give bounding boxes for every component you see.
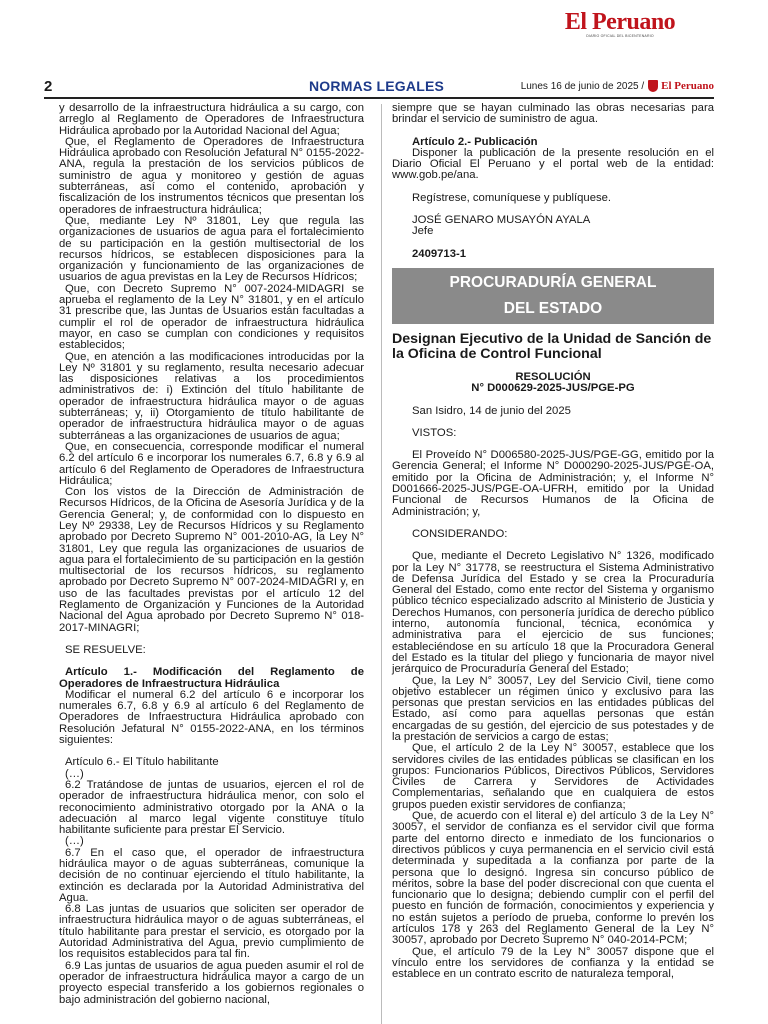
place-date: San Isidro, 14 de junio del 2025 xyxy=(412,404,571,417)
right-column xyxy=(392,103,714,981)
paragraph: Que, en consecuencia, corresponde modificar el numeral 6.2 del artículo 6 e incorporar los numerales 6.7, 6.8 y 6.9 al artículo 6 del Reglamento de Operadores de Infraestructura Hidráulica; xyxy=(59,440,364,487)
ellipsis: (…) xyxy=(65,767,84,780)
signer-name: JOSÉ GENARO MUSAYÓN AYALA xyxy=(412,214,591,227)
header-date: Lunes 16 de junio de 2025 / xyxy=(520,80,645,92)
vistos-body: El Proveído N° D006580-2025-JUS/PGE-GG, emitido por la Gerencia General; el Informe N° D000290-2025-JUS/PGE-OA, emitido por la Oficina de Administración; y, el Informe N° D001666-2025-JUS/PGE-OA-UFRH, emitido por la Unidad Funcional de Recursos Humanos de la Oficina de Administración; y, xyxy=(392,449,714,518)
numeral-6-2: 6.2 Tratándose de juntas de usuarios, ejercen el rol de operador de infraestructura hidráulica menor, con solo el reconocimiento administrativo otorgado por la ANA o la adecuación al marco legal vigente constituye título habilitante suficiente para prestar El Servicio. xyxy=(59,778,364,837)
logo-tagline: DIARIO OFICIAL DEL BICENTENARIO xyxy=(586,34,654,38)
paragraph: Que, el artículo 79 de la Ley N° 30057 dispone que el vínculo entre los servidores de confianza y la entidad se establece en un contrato escrito de naturaleza temporal, xyxy=(392,945,714,981)
section-title: NORMAS LEGALES xyxy=(309,78,445,94)
article-6-title: Artículo 6.- El Título habilitante xyxy=(65,756,219,769)
banner-line-2: DEL ESTADO xyxy=(503,299,603,317)
vistos-heading: VISTOS: xyxy=(412,426,457,439)
ellipsis: (…) xyxy=(65,835,84,848)
header-date-brand xyxy=(521,80,714,92)
article-2-body: Disponer la publicación de la presente resolución en el Diario Oficial El Peruano y el portal web de la entidad: www.gob.pe/ana. xyxy=(392,146,714,182)
institution-banner xyxy=(392,268,714,324)
column-divider xyxy=(381,104,382,1024)
resolution-label: RESOLUCIÓN xyxy=(515,370,591,383)
coat-of-arms-icon xyxy=(648,80,658,92)
paragraph: Que, mediante Ley Nº 31801, Ley que regula las organizaciones de usuarios de agua para el fortalecimiento de su participación en la gestión multisectorial de los recursos hídricos, se establecen disposiciones para la organización y funcionamiento de las organizaciones de usuarios de agua previstas en la Ley de Recursos Hídricos; xyxy=(59,214,364,284)
newspaper-logo xyxy=(530,10,710,39)
header-rule xyxy=(44,97,714,99)
paragraph: y desarrollo de la infraestructura hidráulica a su cargo, con arreglo al Reglamento de Operadores de Infraestructura Hidráulica aprobado por la Autoridad Nacional del Agua; xyxy=(59,102,364,137)
paragraph: Con los vistos de la Dirección de Administración de Recursos Hídricos, de la Oficina de Asesoría Jurídica y de la Gerencia General; y, de conformidad con lo dispuesto en Ley Nº 29338, Ley de Recursos Hídricos y su Reglamento aprobado por Decreto Supremo N° 001-2010-AG, la Ley N° 31801, Ley que regula las organizaciones de usuarios de agua para el fortalecimiento de su participación en la gestión multisectorial de los recursos hídricos, su reglamento aprobado por Decreto Supremo N° 007-2024-MIDAGRI y, en uso de las facultades previstas por el artículo 12 del Reglamento de Organización y Funciones de la Autoridad Nacional del Agua aprobado por Decreto Supremo N° 018-2017-MINAGRI; xyxy=(59,486,364,634)
paragraph: Que, de acuerdo con el literal e) del artículo 3 de la Ley N° 30057, el servidor de confianza es el servidor civil que forma parte del entorno directo e inmediato de los funcionarios o directivos públicos y cuya permanencia en el servicio civil está determinada y supeditada a la confianza por parte de la persona que lo designó. Ingresa sin concurso público de méritos, sobre la base del poder discrecional con que cuenta el funcionario que lo designa; debiendo cumplir con el perfil del puesto en función de formación, conocimientos y experiencia y no están sujetos a período de prueba, conforme lo prevén los artículos 178 y 263 del Reglamento General de la Ley N° 30057, aprobado por Decreto Supremo N° 040-2014-PCM; xyxy=(392,810,714,947)
page-number: 2 xyxy=(44,78,53,95)
article-2-heading: Artículo 2.- Publicación xyxy=(412,135,538,148)
header-brand: El Peruano xyxy=(661,80,714,92)
paragraph: Que, con Decreto Supremo N° 007-2024-MIDAGRI se aprueba el reglamento de la Ley N° 31801, y en el artículo 31 prescribe que, las Juntas de Usuarios están facultadas a cumplir el rol de operador de infraestructura hidráulica mayor, en caso se cumplan con condiciones y requisitos establecidos; xyxy=(59,282,364,352)
resolution-title: Designan Ejecutivo de la Unidad de Sanción de la Oficina de Control Funcional xyxy=(392,330,712,362)
paragraph: Que, la Ley N° 30057, Ley del Servicio Civil, tiene como objetivo establecer un régimen único y exclusivo para las personas que prestan servicios en las entidades públicas del Estado, así como para aquellas personas que están encargadas de su gestión, del ejercicio de sus potestades y de la prestación de servicios a cargo de estas; xyxy=(392,674,714,743)
closing-formula: Regístrese, comuníquese y publíquese. xyxy=(412,191,612,204)
considerando-heading: CONSIDERANDO: xyxy=(412,527,508,540)
banner-line-1: PROCURADURÍA GENERAL xyxy=(449,273,657,291)
numeral-6-7: 6.7 En el caso que, el operador de infraestructura hidráulica mayor o de aguas subterráneas, comunique la decisión de no continuar ejerciendo el título habilitante, la extinción es declarada por la Autoridad Administrativa del Agua. xyxy=(59,846,364,904)
left-column xyxy=(59,103,364,1006)
paragraph: siempre que se hayan culminado las obras necesarias para brindar el servicio de suministro de agua. xyxy=(392,102,714,126)
paragraph: Que, en atención a las modificaciones introducidas por la Ley Nº 31801 y su reglamento, resulta necesario adecuar las disposiciones relativas a los procedimientos administrativos de: i) Extinción del título habilitante de operador de infraestructura hidráulica mayor o de aguas subterráneas; y, ii) Otorgamiento de título habilitante de operador de infraestructura hidráulica mayor o de aguas subterráneas a las organizaciones de usuarios de agua; xyxy=(59,350,364,442)
paragraph: Que, el Reglamento de Operadores de Infraestructura Hidráulica aprobado con Resolución Jefatural N° 0155-2022-ANA, regula la prestación de los servicios públicos de suministro de agua y monitoreo y gestión de aguas subterráneas, así como el contenido, aprobación y fiscalización de los instrumentos técnicos que presentan los operadores de infraestructura hidráulica; xyxy=(59,135,364,216)
signer-title: Jefe xyxy=(412,225,434,238)
paragraph: Que, mediante el Decreto Legislativo N° 1326, modificado por la Ley N° 31778, se reestructura el Sistema Administrativo de Defensa Jurídica del Estado y se crea la Procuraduría General del Estado, como ente rector del Sistema y organismo público técnico especializado adscrito al Ministerio de Justicia y Derechos Humanos, con personería jurídica de derecho público interno, autonomía funcional, técnica, económica y administrativa para el ejercicio de sus funciones; estableciéndose en su artículo 18 que la Procuradora General del Estado es la titular del pliego y funcionaria de mayor nivel jerárquico de Procuraduría General del Estado; xyxy=(392,550,714,676)
resolution-number: N° D000629-2025-JUS/PGE-PG xyxy=(471,382,635,395)
paragraph: Que, el artículo 2 de la Ley N° 30057, establece que los servidores civiles de las entidades públicas se clasifican en los grupos: Funcionarios Públicos, Directivos Públicos, Servidores Civiles de Carrera y Servidores de Actividades Complementarias, señalando que en cualquiera de estos grupos pueden existir servidores de confianza; xyxy=(392,742,714,811)
numeral-6-9: 6.9 Las juntas de usuarios de agua pueden asumir el rol de operador de infraestructura hidráulica mayor a cargo de un proyecto especial transferido a los gobiernos regionales o bajo administración del gobierno nacional, xyxy=(59,959,364,1006)
numeral-6-8: 6.8 Las juntas de usuarios que soliciten ser operador de infraestructura hidráulica mayor o de aguas subterráneas, el título habilitante para prestar el servicio, es otorgado por la Autoridad Administrativa del Agua, previo cumplimiento de los requisitos establecidos para tal fin. xyxy=(59,903,364,961)
logo-name: El Peruano xyxy=(564,9,676,35)
page-header xyxy=(44,78,714,96)
publication-code: 2409713-1 xyxy=(412,247,467,260)
article-1-body: Modificar el numeral 6.2 del artículo 6 e incorporar los numerales 6.7, 6.8 y 6.9 al artículo 6 del Reglamento de Operadores de Infraestructura Hidráulica aprobado con Resolución Jefatural N° 0155-2022-ANA, en los términos siguientes: xyxy=(59,688,364,747)
se-resuelve: SE RESUELVE: xyxy=(65,643,146,656)
article-1-heading: Artículo 1.- Modificación del Reglamento de Operadores de Infraestructura Hidráulica xyxy=(59,666,364,690)
